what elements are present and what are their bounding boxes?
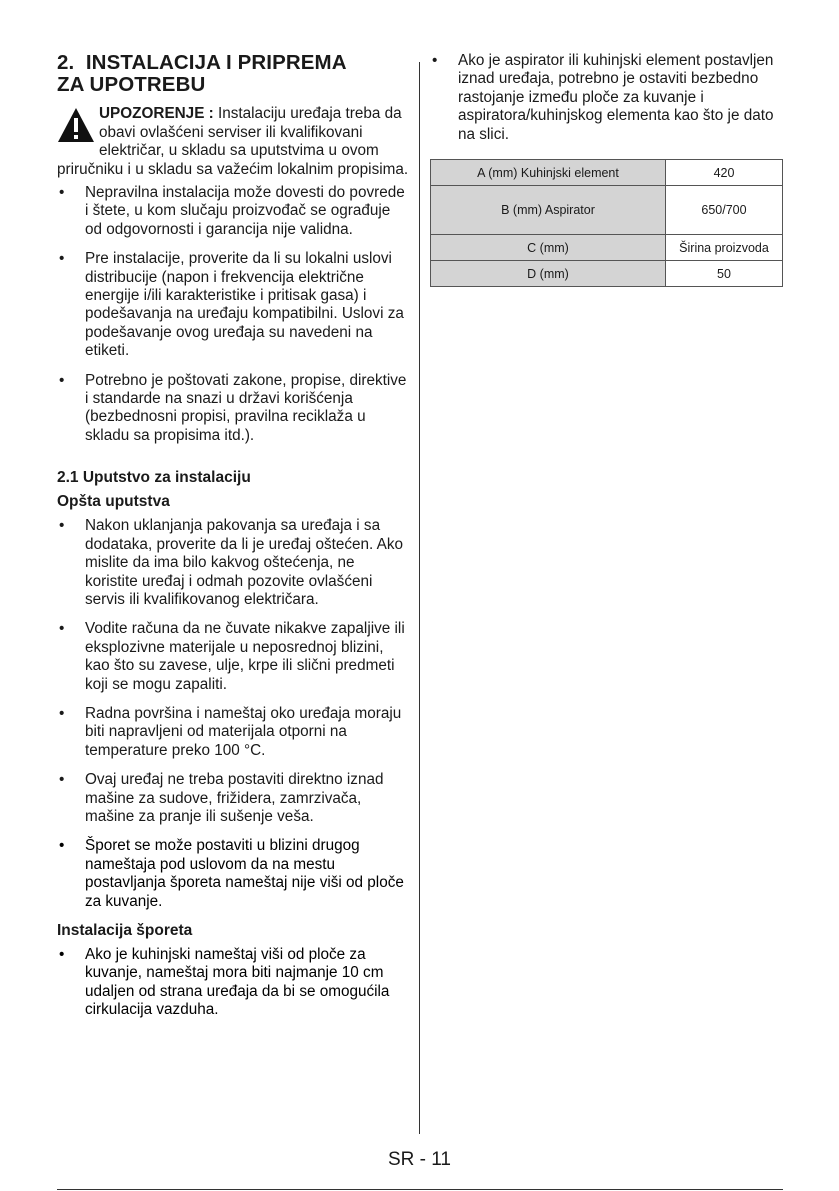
list-item-text: Potrebno je poštovati zakone, propise, direktive i standarde na snazi u državi korišćenja (bezbednosni propisi, pravilna reciklaža u skladu sa propisima itd.). (85, 371, 407, 444)
table-row (431, 235, 783, 261)
list-item-text: Nakon uklanjanja pakovanja sa uređaja i sa dodataka, proverite da li je uređaj oštećen. Ako mislite da ima bilo kakvog oštećenja, ne koristite uređaj i odmah pozovite ovlašćeni servis ili kvalifikovanog električara. (85, 517, 404, 608)
section-title-line1: INSTALACIJA I PRIPREMA (85, 51, 347, 74)
list-item-text: Nepravilna instalacija može dovesti do povrede i štete, u kom slučaju proizvođač se ograđuje od odgovornosti i garancija nije validna. (85, 184, 405, 238)
list-item (430, 52, 783, 144)
list-item (57, 705, 409, 760)
table-value-cell: 650/700 (666, 186, 783, 235)
table-label-cell: A (mm) Kuhinjski element (431, 160, 666, 186)
table-row (431, 160, 783, 186)
general-heading: Opšta uputstva (57, 493, 170, 511)
table-row (431, 186, 783, 235)
table-value-cell: 50 (666, 261, 783, 287)
general-list (57, 517, 409, 911)
table-row (431, 261, 783, 287)
section-number: 2. (57, 51, 75, 74)
list-item (57, 837, 409, 911)
list-item-text: Vodite računa da ne čuvate nikakve zapaljive ili eksplozivne materijale u neposrednoj blizini, kao što su zavese, ulje, krpe ili slični predmeti koji se mogu zapaliti. (85, 620, 405, 693)
list-item (57, 946, 409, 1020)
table-label-cell: C (mm) (431, 235, 666, 261)
list-item-text: Ovaj uređaj ne treba postaviti direktno iznad mašine za sudove, frižidera, zamrzivača, mašine za pranje ili sušenje veša. (85, 771, 384, 825)
bullet: • (59, 620, 65, 638)
bullet: • (59, 771, 65, 789)
intro-list (57, 184, 409, 445)
bullet: • (59, 946, 65, 963)
list-item (57, 620, 409, 694)
stove-heading: Instalacija šporeta (57, 922, 193, 939)
right-list (430, 52, 783, 144)
column-divider (419, 62, 420, 1134)
table-value-cell: Širina proizvoda (666, 235, 783, 261)
page-number: SR - 11 (387, 1149, 451, 1170)
bullet: • (59, 371, 65, 389)
list-item-text: Pre instalacije, proverite da li su lokalni uslovi distribucije (napon i frekvencija električne energije i/ili karakteristike i pritisak gasa) i podešavanja na uređaju kompatibilni. Uslovi za podešavanje ovog uređaja su navedeni na etiketi. (85, 250, 404, 360)
list-item (57, 184, 409, 239)
section-title-line2: ZA UPOTREBU (57, 73, 206, 96)
right-column (430, 52, 783, 287)
warning-text: Instalaciju uređaja treba da obavi ovlašćeni serviser ili kvalifikovani električar, u skladu sa uputstvima u ovom priručniku i u skladu sa važećim lokalnim propisima. (57, 105, 409, 178)
stove-list (57, 946, 409, 1020)
list-item (57, 517, 409, 609)
section-title (57, 52, 409, 96)
clearance-table (430, 159, 783, 287)
bottom-rule (57, 1189, 783, 1190)
bullet: • (59, 517, 65, 535)
bullet: • (59, 250, 65, 268)
bullet: • (59, 704, 65, 722)
list-item-text: Radna površina i nameštaj oko uređaja moraju biti napravljeni od materijala otporni na temperature preko 100 °C. (85, 704, 402, 759)
list-item-text: Ako je kuhinjski nameštaj viši od ploče za kuvanje, nameštaj mora biti najmanje 10 cm udaljen od strana uređaja da bi se omogućila cirkulacija vazduha. (85, 946, 390, 1019)
table-value-cell: 420 (666, 160, 783, 186)
left-column (57, 52, 409, 1031)
bullet: • (59, 837, 65, 855)
table-label-cell: B (mm) Aspirator (431, 186, 666, 235)
table-label-cell: D (mm) (431, 261, 666, 287)
list-item (57, 250, 409, 360)
list-item-text: Ako je aspirator ili kuhinjski element postavljen iznad uređaja, potrebno je ostaviti bezbedno rastojanje između ploče za kuvanje i aspiratora/kuhinjskog elementa kao što je dato na slici. (458, 52, 774, 143)
bullet: • (432, 52, 438, 69)
warning-label: UPOZORENJE : (99, 105, 214, 122)
bullet: • (59, 184, 65, 201)
list-item (57, 771, 409, 826)
subsection-title: 2.1 Uputstvo za instalaciju (57, 469, 251, 487)
warning-triangle-icon (57, 107, 95, 143)
warning-block (57, 105, 409, 179)
list-item (57, 372, 409, 446)
list-item-text: Šporet se može postaviti u blizini drugog nameštaja pod uslovom da na mestu postavljanja šporeta nameštaj nije viši od ploče za kuvanje. (85, 837, 404, 910)
